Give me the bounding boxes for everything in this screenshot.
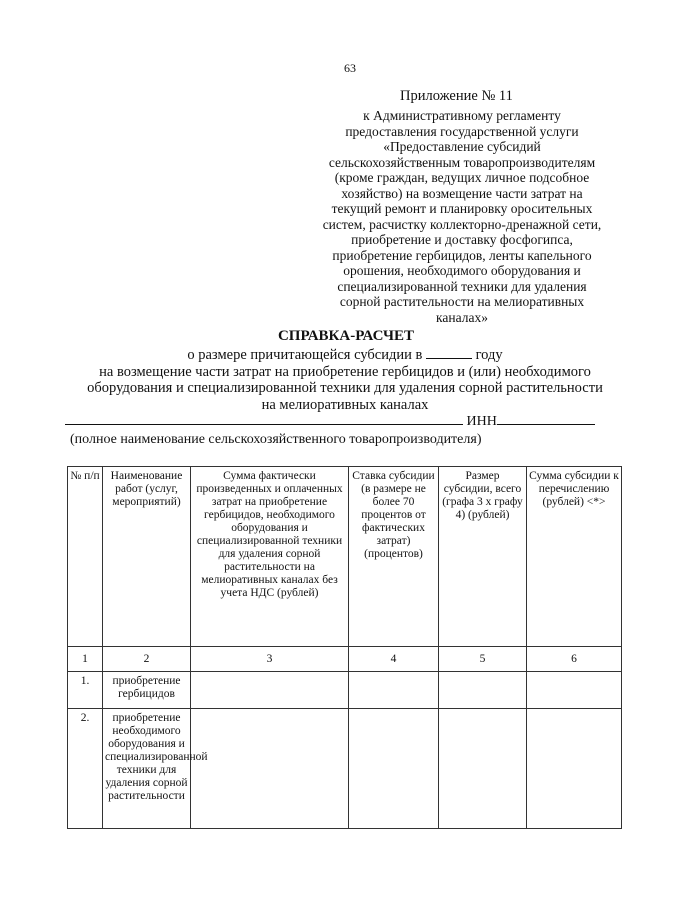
document-title: СПРАВКА-РАСЧЕТ	[277, 328, 415, 344]
row-number: 1.	[68, 672, 103, 709]
appendix-line: предоставления государственной услуги	[345, 123, 579, 139]
appendix-line: (кроме граждан, ведущих личное подсобное	[334, 170, 590, 185]
row-subsidy-amount-cell[interactable]	[439, 709, 527, 829]
subtitle-line: на мелиоративных каналах	[261, 396, 429, 413]
column-number: 5	[439, 647, 527, 672]
row-work-name: приобретение гербицидов	[103, 672, 191, 709]
appendix-line: орошения, необходимого оборудования и	[343, 263, 581, 278]
page-number: 63	[344, 61, 356, 75]
subtitle-year-line	[60, 346, 630, 364]
column-number: 1	[68, 647, 103, 672]
appendix-line: систем, расчистку коллекторно-дренажной сети,	[322, 216, 602, 232]
inn-label: ИНН	[466, 414, 497, 429]
column-number: 2	[103, 647, 191, 672]
appendix-line: сорной растительности на мелиоративных	[339, 294, 585, 309]
organization-caption: (полное наименование сельскохозяйственного товаропроизводителя)	[70, 432, 482, 447]
appendix-line: к Административному регламенту	[363, 108, 561, 123]
column-number: 6	[527, 647, 622, 672]
appendix-line: каналах»	[436, 309, 488, 325]
subtitle-line: оборудования и специализированной техники для удаления сорной растительности	[87, 380, 603, 396]
row-subsidy-rate-cell[interactable]	[349, 709, 439, 829]
row-subsidy-rate-cell[interactable]	[349, 672, 439, 709]
appendix-line: сельскохозяйственным товаропроизводителям	[328, 154, 596, 170]
row-actual-costs-cell[interactable]	[191, 709, 349, 829]
year-blank-field[interactable]	[426, 346, 472, 359]
appendix-line: приобретение гербицидов, ленты капельного	[332, 247, 592, 263]
appendix-body	[298, 108, 626, 325]
header-subsidy-amount: Размер субсидии, всего (графа 3 x графу 4) (рублей)	[439, 467, 527, 647]
subtitle-suffix: году	[475, 347, 503, 363]
row-subsidy-amount-cell[interactable]	[439, 672, 527, 709]
document-subtitle	[60, 346, 630, 413]
row-work-name: приобретение необходимого оборудования и специализированной техники для удаления сорной растительности	[103, 709, 191, 829]
header-transfer-amount: Сумма субсидии к перечислению (рублей) <*>	[527, 467, 622, 647]
inn-field[interactable]	[497, 412, 595, 425]
row-transfer-amount-cell[interactable]	[527, 709, 622, 829]
appendix-line: «Предоставление субсидий	[383, 139, 541, 154]
table-row	[68, 672, 622, 709]
header-actual-costs: Сумма фактически произведенных и оплаченных затрат на приобретение гербицидов, необходимого оборудования и специализированной техники для удаления сорной растительности на мелиоративных каналах без учета НДС (рублей)	[191, 467, 349, 647]
organization-inn-line	[65, 412, 595, 430]
header-subsidy-rate: Ставка субсидии (в размере не более 70 процентов от фактических затрат) (процентов)	[349, 467, 439, 647]
appendix-line: приобретение и доставку фосфогипса,	[351, 232, 573, 247]
column-number: 4	[349, 647, 439, 672]
column-number-row	[68, 647, 622, 672]
appendix-line: текущий ремонт и планировку оросительных	[331, 201, 593, 216]
appendix-line: специализированной техники для удаления	[337, 278, 587, 294]
subsidy-calculation-table	[67, 466, 622, 829]
row-number: 2.	[68, 709, 103, 829]
organization-name-field[interactable]	[65, 412, 463, 425]
subtitle-line: на возмещение части затрат на приобретение гербицидов и (или) необходимого	[99, 363, 591, 380]
row-transfer-amount-cell[interactable]	[527, 672, 622, 709]
subtitle-prefix: о размере причитающейся субсидии в	[187, 347, 423, 363]
appendix-title: Приложение № 11	[400, 88, 513, 104]
column-number: 3	[191, 647, 349, 672]
table-header-row	[68, 467, 622, 647]
header-number: № п/п	[68, 467, 103, 647]
row-actual-costs-cell[interactable]	[191, 672, 349, 709]
header-work-name: Наименование работ (услуг, мероприятий)	[103, 467, 191, 647]
table-row	[68, 709, 622, 829]
appendix-line: хозяйство) на возмещение части затрат на	[341, 185, 583, 201]
